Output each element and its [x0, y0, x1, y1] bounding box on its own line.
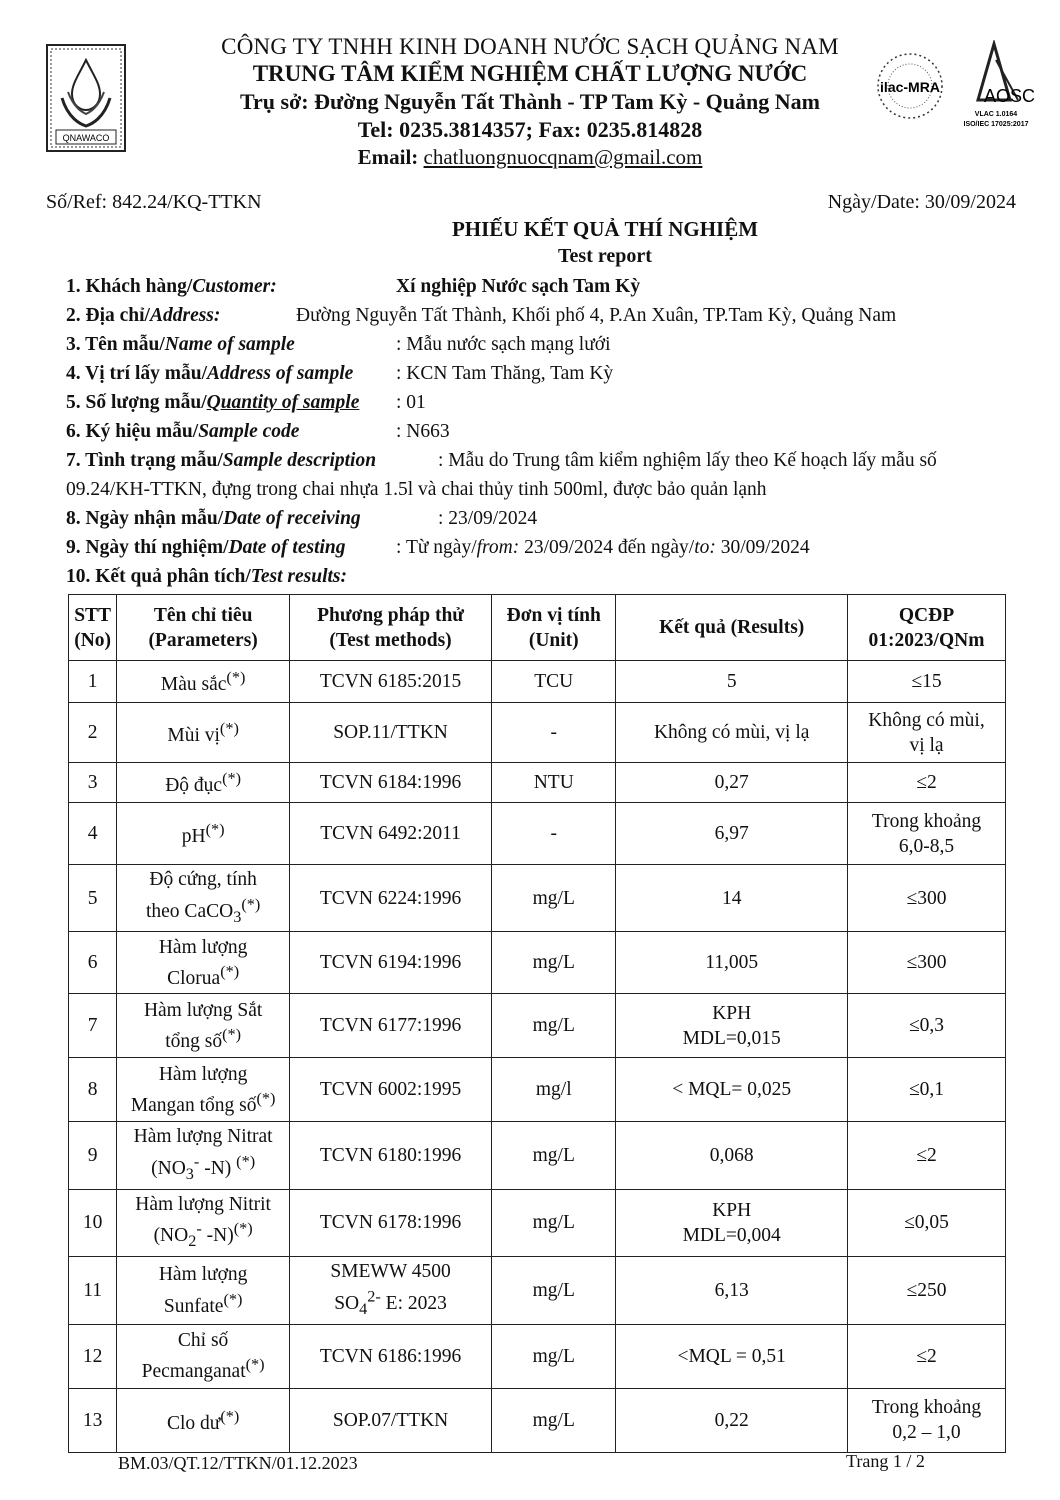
header-limit: QCĐP 01:2023/QNm — [848, 595, 1006, 661]
cell-limit-line: Không có mùi, — [868, 709, 985, 731]
cell-parameter-line: Màu sắc(*) — [160, 668, 246, 696]
table-row — [69, 1122, 1006, 1189]
cell-limit — [848, 1324, 1006, 1388]
cell-parameter-line: Hàm lượng — [158, 1063, 248, 1085]
cell-result — [616, 1189, 848, 1256]
email-label: Email: — [357, 145, 424, 169]
test-date-value: : Từ ngày/from: 23/09/2024 đến ngày/to: 30/09/2024 — [396, 537, 810, 558]
cell-method — [289, 703, 491, 763]
cell-method-line: TCVN 6185:2015 — [319, 671, 462, 692]
cell-limit — [848, 1257, 1006, 1324]
cell-limit-line: ≤0,3 — [908, 1015, 945, 1037]
sample-quantity-value: : 01 — [396, 392, 426, 413]
cell-result-line: MDL=0,015 — [682, 1027, 781, 1049]
aosc-logo — [948, 40, 1038, 136]
cell-result-line: 0,068 — [709, 1145, 754, 1167]
email-line — [130, 145, 930, 170]
table-row — [69, 1324, 1006, 1388]
table-row — [69, 994, 1006, 1058]
cell-parameter — [117, 865, 290, 932]
cell-parameter — [117, 661, 290, 703]
header-results: Kết quả (Results) — [616, 595, 848, 661]
sample-location-line: 4. Vị trí lấy mẫu/Address of sample : KCN Tam Thăng, Tam Kỳ — [66, 363, 614, 384]
cell-parameter — [117, 703, 290, 763]
cell-no: 8 — [69, 1058, 117, 1122]
table-row — [69, 1189, 1006, 1256]
cell-no: 10 — [69, 1189, 117, 1256]
cell-method-line: TCVN 6224:1996 — [319, 887, 462, 909]
report-date: Ngày/Date: 30/09/2024 — [827, 191, 1016, 213]
header-methods: Phương pháp thử (Test methods) — [289, 595, 491, 661]
table-row — [69, 803, 1006, 865]
cell-method-line: TCVN 6180:1996 — [319, 1145, 462, 1167]
cell-method — [289, 1257, 491, 1324]
cell-method — [289, 1058, 491, 1122]
cell-limit-line: ≤300 — [906, 887, 947, 909]
logo-iac-text: ilac-MRA — [880, 79, 940, 95]
results-table — [68, 594, 1006, 1453]
cell-parameter-line: Hàm lượng — [158, 1264, 248, 1286]
cell-result-line: Không có mùi, vị lạ — [653, 722, 810, 743]
table-row — [69, 1388, 1006, 1452]
cell-method-line: SOP.07/TTKN — [332, 1409, 449, 1431]
cell-method — [289, 763, 491, 803]
logo-aosc-text: AOSC — [984, 86, 1036, 106]
cell-no: 5 — [69, 865, 117, 932]
cell-limit-line: ≤15 — [911, 671, 942, 692]
cell-method-line: $SO_4^{2-}$ E: 2023 — [334, 1287, 447, 1318]
cell-parameter-line: Sunfate(*) — [163, 1290, 243, 1317]
test-date-line: 9. Ngày thí nghiệm/Date of testing : Từ ngày/from: 23/09/2024 đến ngày/to: 30/09/2024 — [66, 537, 810, 558]
cell-parameter-line: pH(*) — [181, 820, 225, 848]
cell-method — [289, 661, 491, 703]
page-number: Trang 1 / 2 — [846, 1451, 925, 1471]
cell-parameter — [117, 932, 290, 994]
form-code: BM.03/QT.12/TTKN/01.12.2023 — [118, 1453, 358, 1473]
cell-result-line: 11,005 — [705, 952, 759, 974]
sample-location-value: : KCN Tam Thăng, Tam Kỳ — [396, 363, 614, 384]
cell-limit — [848, 994, 1006, 1058]
sample-description-cont: 09.24/KH-TTKN, đựng trong chai nhựa 1.5l và chai thủy tinh 500ml, được bảo quản lạnh — [66, 479, 767, 500]
cell-result-line: < MQL= 0,025 — [672, 1079, 792, 1101]
cell-result — [616, 803, 848, 865]
table-row — [69, 661, 1006, 703]
cell-no: 3 — [69, 763, 117, 803]
sample-description-value: : Mẫu do Trung tâm kiểm nghiệm lấy theo Kế hoạch lấy mẫu số — [438, 450, 937, 471]
sample-description-line: 7. Tình trạng mẫu/Sample description : Mẫu do Trung tâm kiểm nghiệm lấy theo Kế hoạch lấy mẫu số — [66, 450, 937, 471]
cell-result-line: 6,97 — [714, 823, 749, 844]
cell-limit-line: 6,0-8,5 — [898, 835, 955, 857]
cell-parameter — [117, 1257, 290, 1324]
cell-parameter-line: Chỉ số — [177, 1329, 229, 1351]
cell-parameter-line: Clorua(*) — [167, 962, 240, 990]
cell-method-line: TCVN 6492:2011 — [320, 823, 461, 844]
cell-method-line: TCVN 6178:1996 — [319, 1212, 462, 1234]
report-title-vi: PHIẾU KẾT QUẢ THÍ NGHIỆM — [451, 217, 759, 241]
cell-parameter-line: Độ cứng, tính — [149, 869, 257, 890]
cell-unit: - — [492, 703, 616, 763]
cell-result — [616, 865, 848, 932]
cell-method — [289, 1324, 491, 1388]
cell-result — [616, 994, 848, 1058]
cell-no: 1 — [69, 661, 117, 703]
qnawaco-logo — [46, 44, 126, 152]
cell-limit-line: 0,2 – 1,0 — [892, 1422, 961, 1444]
cell-method-line: TCVN 6186:1996 — [319, 1345, 462, 1367]
cell-parameter — [117, 763, 290, 803]
cell-method — [289, 1189, 491, 1256]
cell-limit-line: Trong khoảng — [871, 1397, 982, 1419]
table-header-row — [69, 595, 1006, 661]
cell-parameter — [117, 1189, 290, 1256]
cell-unit: mg/L — [492, 932, 616, 994]
cell-result-line: 14 — [721, 887, 742, 909]
sample-code-value: : N663 — [396, 421, 450, 442]
cell-method-line: SOP.11/TTKN — [333, 722, 448, 743]
cell-unit: mg/L — [492, 1388, 616, 1452]
cell-unit: NTU — [492, 763, 616, 803]
cell-method — [289, 994, 491, 1058]
phone-fax: Tel: 0235.3814357; Fax: 0235.814828 — [357, 117, 703, 142]
cell-limit-line: Trong khoảng — [871, 810, 982, 832]
header-parameters: Tên chỉ tiêu (Parameters) — [117, 595, 290, 661]
cell-result-line: 6,13 — [714, 1279, 749, 1301]
head-office-address: Trụ sở: Đường Nguyễn Tất Thành - TP Tam Kỳ - Quảng Nam — [240, 89, 820, 114]
cell-limit — [848, 1122, 1006, 1189]
receive-date-value: : 23/09/2024 — [438, 508, 538, 529]
cell-unit: - — [492, 803, 616, 865]
company-name: CÔNG TY TNHH KINH DOANH NƯỚC SẠCH QUẢNG NAM — [221, 34, 839, 59]
cell-no: 2 — [69, 703, 117, 763]
table-row — [69, 865, 1006, 932]
cell-no: 7 — [69, 994, 117, 1058]
cell-parameter — [117, 1324, 290, 1388]
cell-result-line: <MQL = 0,51 — [677, 1345, 786, 1367]
header-unit: Đơn vị tính (Unit) — [492, 595, 616, 661]
cell-method — [289, 1388, 491, 1452]
cell-unit: TCU — [492, 661, 616, 703]
cell-limit — [848, 763, 1006, 803]
cell-parameter-line: theo CaCO$_3$(*) — [145, 895, 261, 926]
cell-unit: mg/L — [492, 1324, 616, 1388]
cell-parameter-line: Hàm lượng Sắt — [143, 999, 263, 1021]
table-row — [69, 1257, 1006, 1324]
report-title-en: Test report — [558, 245, 652, 267]
cell-result — [616, 1388, 848, 1452]
cell-result — [616, 661, 848, 703]
cell-no: 4 — [69, 803, 117, 865]
cell-parameter-line: Hàm lượng — [158, 936, 248, 958]
cell-parameter-line: Mangan tổng số(*) — [130, 1089, 276, 1117]
cell-parameter — [117, 803, 290, 865]
cell-method-line: SMEWW 4500 — [330, 1261, 451, 1283]
cell-limit-line: ≤0,1 — [908, 1079, 945, 1101]
cell-limit — [848, 1058, 1006, 1122]
cell-parameter-line: Mùi vị(*) — [167, 719, 239, 747]
center-name: TRUNG TÂM KIỂM NGHIỆM CHẤT LƯỢNG NƯỚC — [252, 61, 808, 86]
cell-result-line: 0,27 — [714, 772, 749, 793]
reference-number: Số/Ref: 842.24/KQ-TTKN — [46, 191, 262, 213]
cell-unit: mg/L — [492, 1122, 616, 1189]
cell-no: 12 — [69, 1324, 117, 1388]
email-link[interactable]: chatluongnuocqnam@gmail.com — [423, 145, 703, 169]
cell-limit-line: ≤250 — [906, 1279, 947, 1301]
cell-unit: mg/L — [492, 1257, 616, 1324]
cell-method-line: TCVN 6002:1995 — [319, 1079, 462, 1101]
sample-name-line: 3. Tên mẫu/Name of sample : Mẫu nước sạch mạng lưới — [66, 334, 611, 355]
cell-limit-line: vị lạ — [909, 734, 944, 756]
test-results-label: 10. Kết quả phân tích/Test results: — [66, 566, 348, 587]
table-row — [69, 1058, 1006, 1122]
cell-result-line: 0,22 — [714, 1409, 749, 1431]
cell-parameter-line: Clo dư(*) — [166, 1407, 240, 1434]
cell-method — [289, 1122, 491, 1189]
cell-limit-line: ≤2 — [916, 1145, 937, 1167]
customer-line: 1. Khách hàng/Customer: Xí nghiệp Nước sạch Tam Kỳ — [66, 276, 641, 297]
receive-date-line: 8. Ngày nhận mẫu/Date of receiving : 23/09/2024 — [66, 508, 538, 529]
cell-parameter — [117, 994, 290, 1058]
cell-result-line: MDL=0,004 — [682, 1224, 781, 1246]
cell-unit: mg/l — [492, 1058, 616, 1122]
cell-result-line: KPH — [712, 1002, 752, 1024]
cell-method — [289, 865, 491, 932]
cell-result — [616, 703, 848, 763]
cell-limit-line: ≤0,05 — [904, 1212, 949, 1234]
table-row — [69, 763, 1006, 803]
cell-parameter-line: Pecmanganat(*) — [141, 1355, 265, 1383]
cell-method — [289, 932, 491, 994]
cell-no: 11 — [69, 1257, 117, 1324]
address-value: Đường Nguyễn Tất Thành, Khối phố 4, P.An Xuân, TP.Tam Kỳ, Quảng Nam — [296, 305, 897, 326]
sample-name-value: : Mẫu nước sạch mạng lưới — [396, 334, 611, 355]
cell-no: 6 — [69, 932, 117, 994]
cell-no: 9 — [69, 1122, 117, 1189]
header-no: STT (No) — [69, 595, 117, 661]
cell-result — [616, 932, 848, 994]
cell-limit-line: ≤2 — [916, 1345, 937, 1367]
cell-unit: mg/L — [492, 994, 616, 1058]
cell-parameter — [117, 1058, 290, 1122]
logo-aosc-sub2: ISO/IEC 17025:2017 — [963, 121, 1029, 128]
cell-parameter — [117, 1388, 290, 1452]
cell-result — [616, 1257, 848, 1324]
cell-method-line: TCVN 6184:1996 — [319, 772, 462, 793]
cell-method — [289, 803, 491, 865]
cell-parameter-line: Hàm lượng Nitrat — [133, 1126, 273, 1148]
cell-result — [616, 1058, 848, 1122]
address-line: 2. Địa chỉ/Address: Đường Nguyễn Tất Thành, Khối phố 4, P.An Xuân, TP.Tam Kỳ, Quảng Nam — [66, 305, 897, 326]
cell-parameter-line: ($NO_3^-$ -N) (*) — [151, 1152, 256, 1183]
cell-limit — [848, 1189, 1006, 1256]
cell-result — [616, 1324, 848, 1388]
logo-left-text: QNAWACO — [62, 133, 110, 143]
cell-limit — [848, 1388, 1006, 1452]
cell-limit-line: ≤2 — [916, 772, 937, 793]
cell-unit: mg/L — [492, 1189, 616, 1256]
cell-limit — [848, 932, 1006, 994]
cell-limit — [848, 703, 1006, 763]
cell-parameter-line: ($NO_2^-$ -N)(*) — [153, 1219, 253, 1251]
customer-value: Xí nghiệp Nước sạch Tam Kỳ — [396, 276, 641, 297]
cell-parameter — [117, 1122, 290, 1189]
cell-parameter-line: Độ đục(*) — [165, 769, 242, 797]
cell-unit: mg/L — [492, 865, 616, 932]
cell-limit — [848, 803, 1006, 865]
cell-parameter-line: tổng số(*) — [165, 1025, 242, 1053]
cell-parameter-line: Hàm lượng Nitrit — [135, 1193, 271, 1215]
table-row — [69, 932, 1006, 994]
cell-method-line: TCVN 6194:1996 — [319, 952, 462, 974]
cell-result — [616, 1122, 848, 1189]
table-row — [69, 703, 1006, 763]
cell-method-line: TCVN 6177:1996 — [319, 1015, 462, 1037]
cell-limit-line: ≤300 — [906, 952, 947, 974]
cell-result-line: 5 — [726, 671, 737, 692]
cell-result — [616, 763, 848, 803]
sample-code-line: 6. Ký hiệu mẫu/Sample code : N663 — [66, 421, 450, 442]
sample-quantity-line: 5. Số lượng mẫu/Quantity of sample : 01 — [66, 392, 426, 413]
cell-no: 13 — [69, 1388, 117, 1452]
cell-limit — [848, 865, 1006, 932]
cell-result-line: KPH — [712, 1199, 752, 1221]
cell-limit — [848, 661, 1006, 703]
logo-aosc-sub1: VLAC 1.0164 — [974, 111, 1018, 118]
